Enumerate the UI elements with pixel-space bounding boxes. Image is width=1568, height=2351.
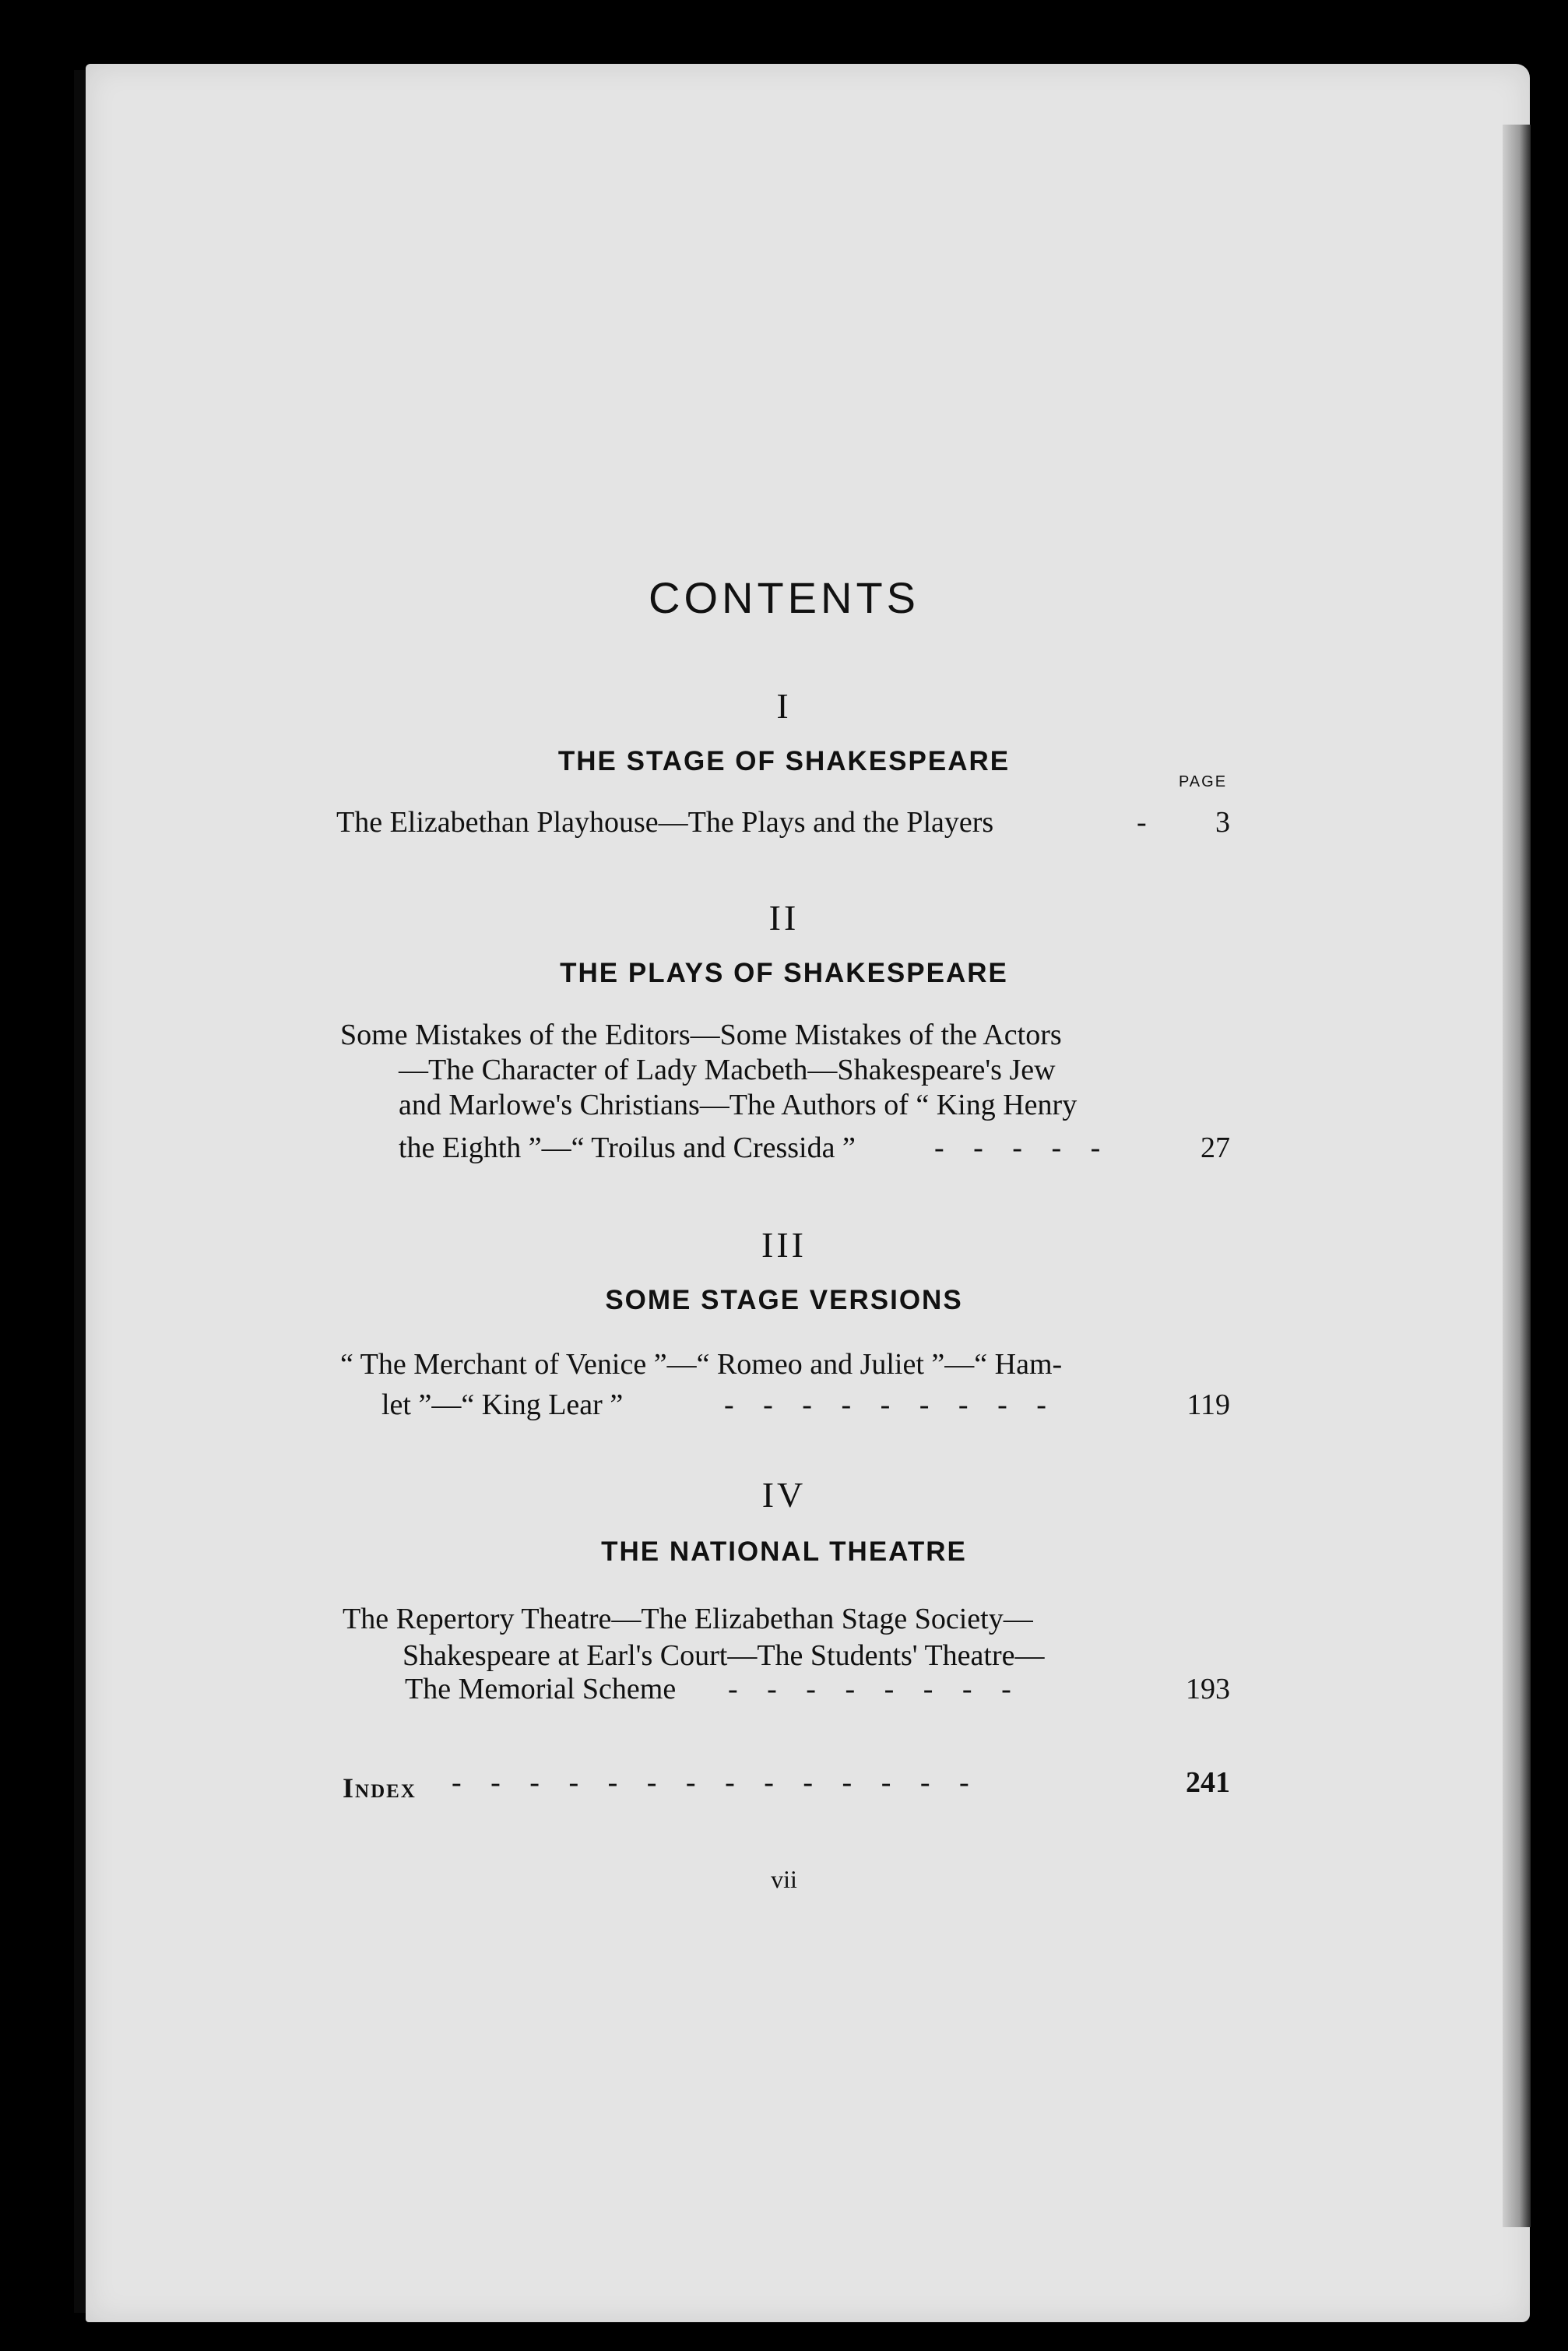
section-4-line-1: The Repertory Theatre—The Elizabethan Stage Society— [343, 1603, 1033, 1635]
section-1-page: 3 [1215, 806, 1230, 839]
section-1-leader: - [1137, 806, 1147, 839]
section-numeral-4: IV [761, 1475, 807, 1515]
section-numeral-3: III [761, 1225, 807, 1265]
section-2-leader: - - - - - [934, 1132, 1101, 1164]
section-2-line-3: and Marlowe's Christians—The Authors of “ King Henry [399, 1089, 1078, 1121]
section-3-line-1: “ The Merchant of Venice ”—“ Romeo and Juliet ”—“ Ham- [340, 1348, 1063, 1381]
section-heading-2: THE PLAYS OF SHAKESPEARE [560, 958, 1008, 988]
section-numeral-2: II [768, 898, 800, 938]
section-4-line-3: The Memorial Scheme [405, 1673, 677, 1705]
section-3-line-2: let ”—“ King Lear ” [381, 1388, 624, 1421]
section-4-line-2: Shakespeare at Earl's Court—The Students' Theatre— [403, 1639, 1045, 1672]
page-column-label: PAGE [1178, 773, 1228, 790]
section-2-line-4: the Eighth ”—“ Troilus and Cressida ” [399, 1132, 856, 1164]
section-2-line-2: —The Character of Lady Macbeth—Shakespeare's Jew [399, 1054, 1056, 1086]
section-3-page: 119 [1187, 1388, 1230, 1421]
section-4-leader: - - - - - - - - [728, 1673, 1011, 1705]
section-4-page: 193 [1186, 1673, 1230, 1705]
index-page: 241 [1186, 1766, 1230, 1799]
section-2-page: 27 [1201, 1132, 1230, 1164]
page-folio: vii [771, 1865, 797, 1893]
index-label: Index [343, 1772, 417, 1804]
contents-title: CONTENTS [649, 573, 919, 622]
book-page [86, 64, 1530, 2322]
section-3-leader: - - - - - - - - - [724, 1388, 1046, 1421]
page-edge [1503, 125, 1531, 2227]
section-heading-4: THE NATIONAL THEATRE [601, 1536, 967, 1567]
section-2-line-1: Some Mistakes of the Editors—Some Mistakes of the Actors [340, 1019, 1062, 1051]
section-numeral-1: I [776, 686, 792, 726]
section-heading-3: SOME STAGE VERSIONS [605, 1285, 963, 1315]
section-heading-1: THE STAGE OF SHAKESPEARE [557, 746, 1011, 776]
section-1-line-1: The Elizabethan Playhouse—The Plays and the Players [336, 806, 994, 839]
index-leader: - - - - - - - - - - - - - - [452, 1766, 969, 1799]
